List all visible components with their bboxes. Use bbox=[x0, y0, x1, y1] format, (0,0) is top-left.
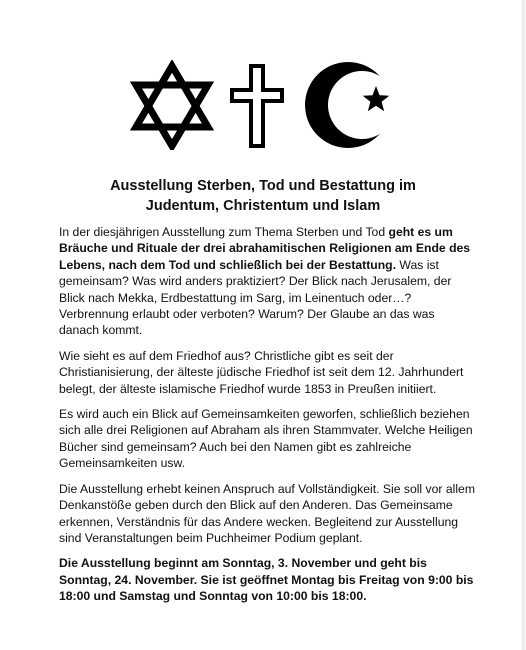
paragraph-intro bbox=[59, 224, 475, 339]
paragraph-cemetery: Wie sieht es auf dem Friedhof aus? Christliche gibt es seit der Christianisierung, der älteste jüdische Friedhof ist seit dem 12. Jahrhundert belegt, der älteste islamische Friedhof wurde 1853 in Preußen initiiert. bbox=[59, 348, 464, 396]
religious-symbols bbox=[130, 60, 400, 150]
paragraph-intro-lead: In der diesjährigen Ausstellung zum Thema Sterben und Tod bbox=[59, 225, 389, 239]
crescent-star-icon bbox=[305, 62, 396, 148]
star-of-david-icon bbox=[136, 66, 208, 146]
paragraph-intro-bold: geht es um Bräuche und Rituale der drei abrahamitischen Religionen am Ende des Lebens, nach dem Tod und schließlich bei der Bestattung. bbox=[59, 225, 471, 272]
title-line-2: Judentum, Christentum und Islam bbox=[145, 198, 381, 214]
title-line-1: Ausstellung Sterben, Tod und Bestattung im bbox=[110, 178, 416, 194]
page-title bbox=[58, 176, 468, 216]
opening-hours-text: Die Ausstellung beginnt am Sonntag, 3. November und geht bis Sonntag, 24. November. Sie ist geöffnet Montag bis Freitag von 9:00 bis 18:00 und Samstag und Sonntag von 10:00 bis 18:00. bbox=[59, 556, 474, 604]
page-edge bbox=[522, 0, 526, 650]
cross-icon bbox=[230, 64, 284, 148]
body-text bbox=[59, 224, 475, 614]
paragraph-intro-tail: Was ist gemeinsam? Was wird anders praktiziert? Der Blick nach Jerusalem, der Blick nach Mekka, Erdbestattung im Sarg, im Leinentuch oder…? Verbrennung erlaubt oder verboten? Warum? Der Glaube an das was danach kommt. bbox=[59, 257, 452, 338]
paragraph-commonalities: Es wird auch ein Blick auf Gemeinsamkeiten geworfen, schließlich beziehen sich alle drei Religionen auf Abraham als ihren Stammvater. Welche Heiligen Bücher sind gemeinsam? Auch bei den Namen gibt es zahlreiche Gemeinsamkeiten usw. bbox=[59, 407, 473, 471]
paragraph-opening-hours bbox=[59, 555, 475, 604]
symbols-graphic bbox=[130, 60, 400, 150]
paragraph-disclaimer: Die Ausstellung erhebt keinen Anspruch auf Vollständigkeit. Sie soll vor allem Denkanstöße geben durch den Blick auf den Anderen. Das Gemeinsame erkennen, Verständnis für das Andere wecken. Begleitend zur Ausstellung sind Veranstaltungen beim Puchheimer Podium geplant. bbox=[59, 481, 475, 545]
